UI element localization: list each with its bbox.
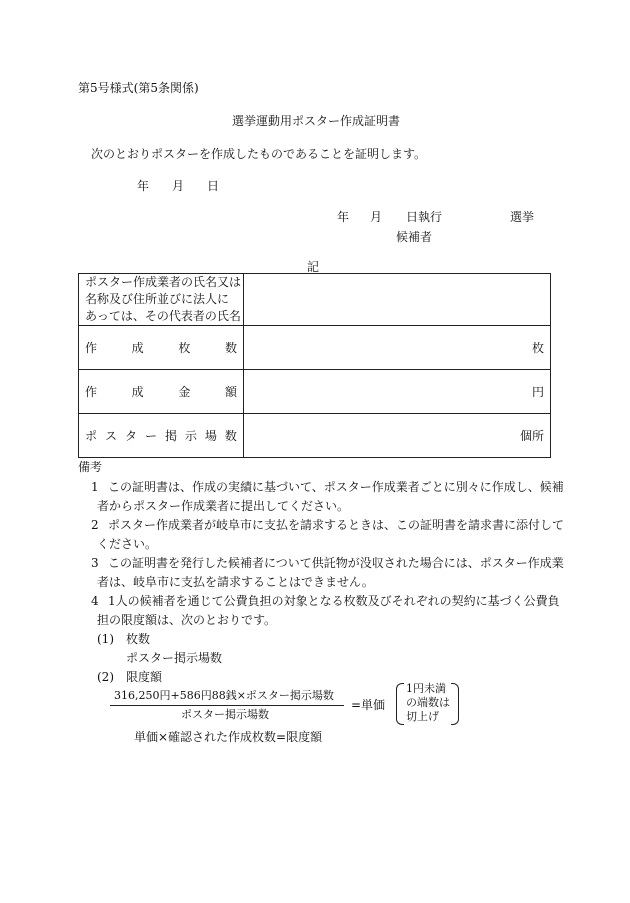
label-char: 数 bbox=[224, 341, 237, 355]
subitem-label: 限度額 bbox=[126, 670, 163, 684]
remark-number: 3 bbox=[91, 556, 99, 570]
date-day: 日 bbox=[207, 179, 220, 193]
rounding-note bbox=[406, 682, 450, 724]
subitem-number: (1) bbox=[97, 632, 114, 646]
fraction-bar bbox=[110, 705, 344, 706]
label-char: 数 bbox=[224, 429, 237, 443]
poster-sites-label bbox=[79, 414, 244, 458]
right-brace bbox=[451, 683, 459, 725]
label-char: タ bbox=[124, 429, 137, 443]
sheet-count-value[interactable] bbox=[244, 326, 551, 370]
table-row bbox=[79, 414, 551, 458]
table-row bbox=[79, 274, 551, 326]
label-char: 金 bbox=[178, 385, 191, 399]
contractor-name-label bbox=[79, 274, 244, 326]
label-char: 場 bbox=[204, 429, 217, 443]
date-month: 月 bbox=[172, 179, 185, 193]
note-line: の端数は bbox=[406, 696, 450, 709]
remark-line: 1人の候補者を通じて公費負担の対象となる枚数及びそれぞれの契約に基づく公費負 bbox=[108, 594, 560, 608]
remark-line: この証明書は、作成の実績に基づいて、ポスター作成業者ごとに別々に作成し、候補 bbox=[108, 480, 564, 494]
label-char: 示 bbox=[184, 429, 197, 443]
left-brace bbox=[396, 683, 404, 725]
formula-final: 単価×確認された作成枚数=限度額 bbox=[134, 730, 323, 744]
remark-number: 4 bbox=[91, 594, 99, 608]
unit-mai: 枚 bbox=[531, 341, 544, 355]
label-char: ポ bbox=[85, 429, 98, 443]
remark-line: 者は、岐阜市に支払を請求することはできません。 bbox=[97, 575, 374, 589]
election-day-held: 日執行 bbox=[406, 210, 443, 224]
remarks-heading: 備考 bbox=[78, 460, 103, 474]
date-year: 年 bbox=[137, 179, 150, 193]
certificate-table bbox=[78, 273, 551, 458]
label-char: 額 bbox=[224, 385, 237, 399]
remark-line: 者からポスター作成業者に提出してください。 bbox=[97, 499, 350, 513]
note-line: 切上げ bbox=[406, 710, 439, 723]
sheet-count-label bbox=[79, 326, 244, 370]
subitem-label: 枚数 bbox=[126, 632, 151, 646]
remark-number: 2 bbox=[91, 518, 99, 532]
label-line: あっては、その代表者の氏名 bbox=[85, 309, 241, 323]
amount-value[interactable] bbox=[244, 370, 551, 414]
label-char: 枚 bbox=[178, 341, 191, 355]
form-number: 第5号様式(第5条関係) bbox=[78, 81, 199, 95]
unit-kasho: 個所 bbox=[519, 429, 544, 443]
label-char: 成 bbox=[131, 341, 144, 355]
remark-line: 担の限度額は、次のとおりです。 bbox=[97, 613, 277, 627]
label-char: ス bbox=[104, 429, 117, 443]
ki-heading: 記 bbox=[307, 260, 320, 274]
formula-denominator: ポスター掲示場数 bbox=[181, 708, 269, 721]
label-line: 名称及び住所並びに法人に bbox=[85, 292, 230, 306]
contractor-name-value[interactable] bbox=[244, 274, 551, 326]
election-month: 月 bbox=[370, 210, 383, 224]
statement-text: 次のとおりポスターを作成したものであることを証明します。 bbox=[91, 147, 427, 161]
unit-yen: 円 bbox=[531, 385, 544, 399]
note-line: 1円未満 bbox=[406, 682, 446, 695]
remark-number: 1 bbox=[91, 480, 99, 494]
label-char: 成 bbox=[131, 385, 144, 399]
document-title: 選挙運動用ポスター作成証明書 bbox=[232, 114, 401, 128]
label-char: ー bbox=[144, 429, 157, 443]
subitem-number: (2) bbox=[97, 670, 114, 684]
table-row bbox=[79, 326, 551, 370]
remark-line: ください。 bbox=[97, 537, 158, 551]
label-line: ポスター作成業者の氏名又は bbox=[85, 275, 242, 289]
election-year: 年 bbox=[337, 210, 350, 224]
subitem-value: ポスター掲示場数 bbox=[126, 651, 223, 665]
remark-line: この証明書を発行した候補者について供託物が没収された場合には、ポスター作成業 bbox=[108, 556, 564, 570]
formula-numerator: 316,250円+586円88銭×ポスター掲示場数 bbox=[114, 689, 334, 702]
candidate-label: 候補者 bbox=[396, 230, 433, 244]
poster-sites-value[interactable] bbox=[244, 414, 551, 458]
table-row bbox=[79, 370, 551, 414]
label-char: 作 bbox=[85, 341, 98, 355]
election-kind: 選挙 bbox=[510, 210, 535, 224]
formula-equals: =単価 bbox=[351, 698, 386, 712]
remark-line: ポスター作成業者が岐阜市に支払を請求するときは、この証明書を請求書に添付して bbox=[108, 518, 565, 532]
label-char: 作 bbox=[85, 385, 98, 399]
amount-label bbox=[79, 370, 244, 414]
label-char: 掲 bbox=[164, 429, 177, 443]
